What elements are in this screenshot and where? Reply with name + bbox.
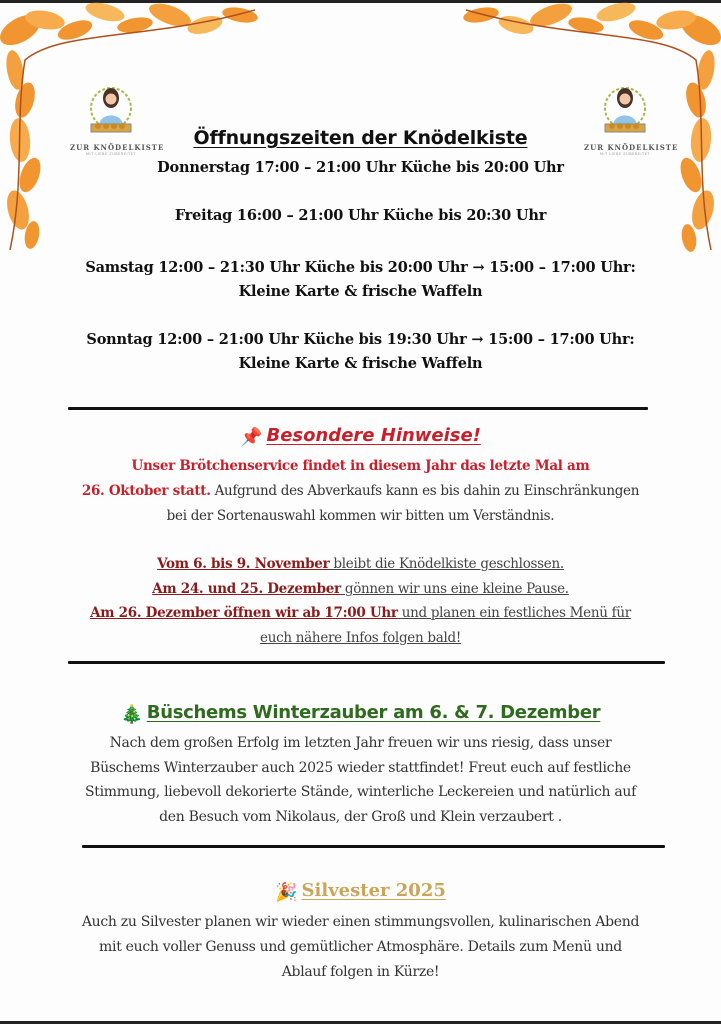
closure-item xyxy=(0,626,721,651)
winter-title: Büschems Winterzauber am 6. & 7. Dezember xyxy=(146,702,601,723)
bakery-line-3: bei der Sortenauswahl kommen wir bitten um Verständnis. xyxy=(166,508,555,524)
hours-sunday xyxy=(0,328,721,376)
silvester-line: Auch zu Silvester planen wir wieder einen stimmungsvollen, kulinarischen Abend xyxy=(81,914,640,930)
winter-heading xyxy=(0,702,721,725)
winter-line: Büschems Winterzauber auch 2025 wieder stattfindet! Freut euch auf festliche xyxy=(90,759,631,776)
logo-tagline: MIT LIEBE ZUBEREITET xyxy=(600,152,650,156)
winter-line: den Besuch vom Nikolaus, der Groß und Klein verzaubert . xyxy=(159,808,562,825)
closure-text: bleibt die Knödelkiste geschlossen. xyxy=(329,556,564,572)
hours-saturday-extra: Kleine Karte & frische Waffeln xyxy=(238,283,483,300)
section-divider xyxy=(82,845,665,848)
closure-item xyxy=(0,577,721,602)
closure-date: Am 24. und 25. Dezember xyxy=(152,580,341,597)
logo-brand-text: ZUR KNÖDELKISTE xyxy=(584,143,679,152)
christmas-tree-icon: 🎄 xyxy=(120,704,143,725)
closure-date: Am 26. Dezember öffnen wir ab 17:00 Uhr xyxy=(90,605,398,621)
notices-heading xyxy=(0,425,721,448)
winter-line: Stimmung, liebevoll dekorierte Stände, winterliche Leckereien und natürlich auf xyxy=(84,784,637,800)
closure-item xyxy=(0,552,721,577)
notices-title: Besondere Hinweise! xyxy=(266,425,481,446)
logo-brand-text: ZUR KNÖDELKISTE xyxy=(70,143,165,152)
party-popper-icon: 🎉 xyxy=(275,882,298,903)
bakery-line-1: Unser Brötchenservice findet in diesem Jahr das letzte Mal am xyxy=(131,458,590,474)
closure-item xyxy=(0,601,721,626)
hours-thursday-line: Donnerstag 17:00 – 21:00 Uhr Küche bis 20:00 Uhr xyxy=(157,159,564,176)
section-divider xyxy=(68,407,648,410)
winter-text xyxy=(0,731,721,829)
bakery-line-2 xyxy=(0,479,721,504)
closure-text: und planen ein festliches Menü für xyxy=(397,605,631,621)
closure-text: euch nähere Infos folgen bald! xyxy=(260,629,461,646)
hours-saturday-line: Samstag 12:00 – 21:30 Uhr Küche bis 20:00 Uhr → 15:00 – 17:00 Uhr: xyxy=(85,259,636,276)
notices-bakery-text xyxy=(0,454,721,529)
winter-line: Nach dem großen Erfolg im letzten Jahr freuen wir uns riesig, dass unser xyxy=(109,735,612,751)
section-divider xyxy=(68,661,665,664)
hours-saturday xyxy=(0,256,721,304)
silvester-heading xyxy=(0,880,721,903)
logo-tagline: MIT LIEBE ZUBEREITET xyxy=(86,152,136,156)
hours-friday-line: Freitag 16:00 – 21:00 Uhr Küche bis 20:30 Uhr xyxy=(174,207,547,224)
silvester-line: Ablauf folgen in Kürze! xyxy=(281,964,440,980)
opening-hours-title: Öffnungszeiten der Knödelkiste xyxy=(193,127,528,149)
pushpin-icon: 📌 xyxy=(240,427,263,448)
bakery-line-2-rest: Aufgrund des Abverkaufs kann es bis dahin zu Einschränkungen xyxy=(210,483,640,499)
hours-thursday xyxy=(0,156,721,180)
closures-list xyxy=(0,552,721,650)
closure-text: gönnen wir uns eine kleine Pause. xyxy=(340,580,569,597)
silvester-text xyxy=(0,910,721,985)
bakery-date: 26. Oktober statt. xyxy=(81,483,211,499)
silvester-line: mit euch voller Genuss und gemütlicher Atmosphäre. Details zum Menü und xyxy=(99,939,622,955)
hours-sunday-extra: Kleine Karte & frische Waffeln xyxy=(238,355,483,372)
hours-sunday-line: Sonntag 12:00 – 21:00 Uhr Küche bis 19:30 Uhr → 15:00 – 17:00 Uhr: xyxy=(86,331,635,348)
closure-date: Vom 6. bis 9. November xyxy=(157,556,330,572)
hours-friday xyxy=(0,204,721,228)
silvester-title: Silvester 2025 xyxy=(301,880,446,901)
